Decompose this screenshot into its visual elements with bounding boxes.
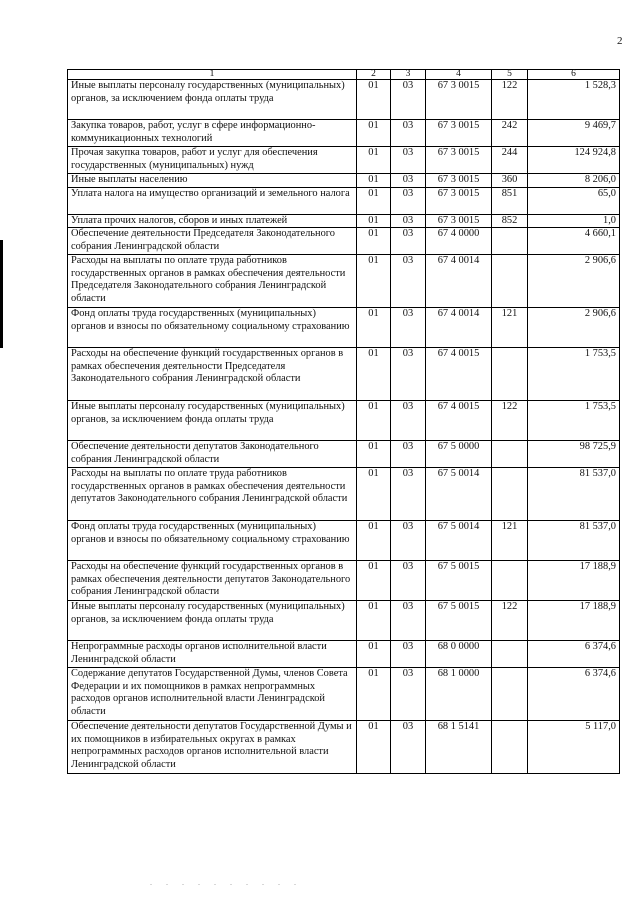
row-target-article: 67 3 0015 bbox=[426, 120, 492, 147]
table-row bbox=[68, 401, 620, 441]
header-col-1: 1 bbox=[68, 70, 357, 80]
row-amount: 98 725,9 bbox=[528, 441, 620, 468]
table-row bbox=[68, 561, 620, 601]
row-subsection: 03 bbox=[391, 120, 426, 147]
table-body bbox=[68, 80, 620, 774]
row-name: Расходы на выплаты по оплате труда работников государственных органов в рамках обеспечения деятельности Председателя Законодательного собрания Ленинградской области bbox=[68, 255, 357, 308]
table-row bbox=[68, 174, 620, 188]
row-expense-type bbox=[492, 468, 528, 521]
table-row bbox=[68, 228, 620, 255]
row-name: Уплата прочих налогов, сборов и иных платежей bbox=[68, 214, 357, 228]
table-row bbox=[68, 255, 620, 308]
header-col-6: 6 bbox=[528, 70, 620, 80]
table-header-row bbox=[68, 70, 620, 80]
row-expense-type bbox=[492, 255, 528, 308]
table-row bbox=[68, 187, 620, 214]
row-name: Уплата налога на имущество организаций и земельного налога bbox=[68, 187, 357, 214]
row-name: Иные выплаты персоналу государственных (муниципальных) органов, за исключением фонда оплаты труда bbox=[68, 601, 357, 641]
row-section: 01 bbox=[357, 174, 391, 188]
row-section: 01 bbox=[357, 521, 391, 561]
row-subsection: 03 bbox=[391, 561, 426, 601]
row-target-article: 67 3 0015 bbox=[426, 187, 492, 214]
row-name: Обеспечение деятельности депутатов Государственной Думы и их помощников в избирательных округах в рамках непрограммных расходов органов исполнительной власти Ленинградской области bbox=[68, 721, 357, 774]
row-amount: 9 469,7 bbox=[528, 120, 620, 147]
row-target-article: 67 3 0015 bbox=[426, 174, 492, 188]
row-subsection: 03 bbox=[391, 641, 426, 668]
table-row bbox=[68, 441, 620, 468]
row-subsection: 03 bbox=[391, 668, 426, 721]
row-expense-type: 122 bbox=[492, 80, 528, 120]
row-name: Фонд оплаты труда государственных (муниципальных) органов и взносы по обязательному социальному страхованию bbox=[68, 521, 357, 561]
table-row bbox=[68, 641, 620, 668]
row-amount: 8 206,0 bbox=[528, 174, 620, 188]
table-row bbox=[68, 721, 620, 774]
row-amount: 81 537,0 bbox=[528, 521, 620, 561]
row-target-article: 67 5 0015 bbox=[426, 561, 492, 601]
scan-noise: . . . . . . . . . . bbox=[150, 878, 302, 887]
row-section: 01 bbox=[357, 348, 391, 401]
row-subsection: 03 bbox=[391, 721, 426, 774]
row-target-article: 68 1 5141 bbox=[426, 721, 492, 774]
row-target-article: 67 5 0014 bbox=[426, 468, 492, 521]
row-section: 01 bbox=[357, 668, 391, 721]
row-amount: 2 906,6 bbox=[528, 255, 620, 308]
row-subsection: 03 bbox=[391, 601, 426, 641]
row-expense-type: 360 bbox=[492, 174, 528, 188]
row-amount: 6 374,6 bbox=[528, 668, 620, 721]
row-expense-type bbox=[492, 348, 528, 401]
row-amount: 17 188,9 bbox=[528, 601, 620, 641]
header-col-4: 4 bbox=[426, 70, 492, 80]
row-section: 01 bbox=[357, 147, 391, 174]
row-amount: 6 374,6 bbox=[528, 641, 620, 668]
row-target-article: 67 4 0014 bbox=[426, 255, 492, 308]
row-subsection: 03 bbox=[391, 521, 426, 561]
row-expense-type: 122 bbox=[492, 601, 528, 641]
row-subsection: 03 bbox=[391, 308, 426, 348]
row-target-article: 68 1 0000 bbox=[426, 668, 492, 721]
row-name: Иные выплаты персоналу государственных (муниципальных) органов, за исключением фонда оплаты труда bbox=[68, 80, 357, 120]
row-amount: 1 753,5 bbox=[528, 348, 620, 401]
row-target-article: 67 4 0000 bbox=[426, 228, 492, 255]
table-row bbox=[68, 80, 620, 120]
row-expense-type: 121 bbox=[492, 308, 528, 348]
row-section: 01 bbox=[357, 255, 391, 308]
row-target-article: 67 4 0015 bbox=[426, 401, 492, 441]
row-name: Непрограммные расходы органов исполнительной власти Ленинградской области bbox=[68, 641, 357, 668]
row-expense-type: 852 bbox=[492, 214, 528, 228]
row-subsection: 03 bbox=[391, 468, 426, 521]
row-expense-type: 851 bbox=[492, 187, 528, 214]
row-subsection: 03 bbox=[391, 80, 426, 120]
row-subsection: 03 bbox=[391, 228, 426, 255]
row-expense-type bbox=[492, 561, 528, 601]
row-amount: 2 906,6 bbox=[528, 308, 620, 348]
row-expense-type: 121 bbox=[492, 521, 528, 561]
row-section: 01 bbox=[357, 120, 391, 147]
row-target-article: 67 5 0015 bbox=[426, 601, 492, 641]
row-name: Обеспечение деятельности Председателя Законодательного собрания Ленинградской области bbox=[68, 228, 357, 255]
row-expense-type bbox=[492, 441, 528, 468]
row-subsection: 03 bbox=[391, 147, 426, 174]
table-row bbox=[68, 468, 620, 521]
row-section: 01 bbox=[357, 441, 391, 468]
table-row bbox=[68, 120, 620, 147]
row-target-article: 68 0 0000 bbox=[426, 641, 492, 668]
header-col-5: 5 bbox=[492, 70, 528, 80]
row-section: 01 bbox=[357, 468, 391, 521]
row-amount: 1 528,3 bbox=[528, 80, 620, 120]
row-target-article: 67 3 0015 bbox=[426, 80, 492, 120]
row-target-article: 67 4 0015 bbox=[426, 348, 492, 401]
page-number: 2 bbox=[617, 35, 623, 47]
row-target-article: 67 5 0014 bbox=[426, 521, 492, 561]
row-expense-type bbox=[492, 228, 528, 255]
row-name: Расходы на обеспечение функций государственных органов в рамках обеспечения деятельности Председателя Законодательного собрания Ленинградской области bbox=[68, 348, 357, 401]
row-subsection: 03 bbox=[391, 187, 426, 214]
row-target-article: 67 3 0015 bbox=[426, 147, 492, 174]
table-row bbox=[68, 214, 620, 228]
row-name: Иные выплаты населению bbox=[68, 174, 357, 188]
row-section: 01 bbox=[357, 561, 391, 601]
row-amount: 65,0 bbox=[528, 187, 620, 214]
row-name: Прочая закупка товаров, работ и услуг для обеспечения государственных (муниципальных) нужд bbox=[68, 147, 357, 174]
row-amount: 1 753,5 bbox=[528, 401, 620, 441]
row-target-article: 67 4 0014 bbox=[426, 308, 492, 348]
row-expense-type bbox=[492, 668, 528, 721]
row-amount: 81 537,0 bbox=[528, 468, 620, 521]
row-subsection: 03 bbox=[391, 401, 426, 441]
row-amount: 4 660,1 bbox=[528, 228, 620, 255]
row-expense-type: 122 bbox=[492, 401, 528, 441]
row-subsection: 03 bbox=[391, 348, 426, 401]
row-name: Фонд оплаты труда государственных (муниципальных) органов и взносы по обязательному социальному страхованию bbox=[68, 308, 357, 348]
budget-table bbox=[67, 69, 620, 774]
row-amount: 1,0 bbox=[528, 214, 620, 228]
row-subsection: 03 bbox=[391, 214, 426, 228]
table-row bbox=[68, 308, 620, 348]
row-expense-type: 244 bbox=[492, 147, 528, 174]
row-amount: 17 188,9 bbox=[528, 561, 620, 601]
row-name: Обеспечение деятельности депутатов Законодательного собрания Ленинградской области bbox=[68, 441, 357, 468]
row-section: 01 bbox=[357, 187, 391, 214]
row-name: Иные выплаты персоналу государственных (муниципальных) органов, за исключением фонда оплаты труда bbox=[68, 401, 357, 441]
scan-binding-mark bbox=[0, 240, 3, 348]
table-row bbox=[68, 601, 620, 641]
row-name: Закупка товаров, работ, услуг в сфере информационно-коммуникационных технологий bbox=[68, 120, 357, 147]
row-amount: 124 924,8 bbox=[528, 147, 620, 174]
header-col-2: 2 bbox=[357, 70, 391, 80]
row-name: Расходы на обеспечение функций государственных органов в рамках обеспечения деятельности депутатов Законодательного собрания Ленинградской области bbox=[68, 561, 357, 601]
row-subsection: 03 bbox=[391, 255, 426, 308]
row-section: 01 bbox=[357, 214, 391, 228]
row-section: 01 bbox=[357, 721, 391, 774]
row-section: 01 bbox=[357, 308, 391, 348]
row-expense-type bbox=[492, 721, 528, 774]
row-name: Содержание депутатов Государственной Думы, членов Совета Федерации и их помощников в рамках непрограммных расходов органов исполнительной власти Ленинградской области bbox=[68, 668, 357, 721]
header-col-3: 3 bbox=[391, 70, 426, 80]
row-expense-type: 242 bbox=[492, 120, 528, 147]
row-amount: 5 117,0 bbox=[528, 721, 620, 774]
table-row bbox=[68, 147, 620, 174]
row-section: 01 bbox=[357, 401, 391, 441]
row-target-article: 67 3 0015 bbox=[426, 214, 492, 228]
row-subsection: 03 bbox=[391, 441, 426, 468]
row-subsection: 03 bbox=[391, 174, 426, 188]
row-section: 01 bbox=[357, 228, 391, 255]
table-row bbox=[68, 668, 620, 721]
table-row bbox=[68, 348, 620, 401]
row-target-article: 67 5 0000 bbox=[426, 441, 492, 468]
row-section: 01 bbox=[357, 641, 391, 668]
table-row bbox=[68, 521, 620, 561]
row-section: 01 bbox=[357, 601, 391, 641]
row-expense-type bbox=[492, 641, 528, 668]
row-name: Расходы на выплаты по оплате труда работников государственных органов в рамках обеспечения деятельности депутатов Законодательного собрания Ленинградской области bbox=[68, 468, 357, 521]
row-section: 01 bbox=[357, 80, 391, 120]
